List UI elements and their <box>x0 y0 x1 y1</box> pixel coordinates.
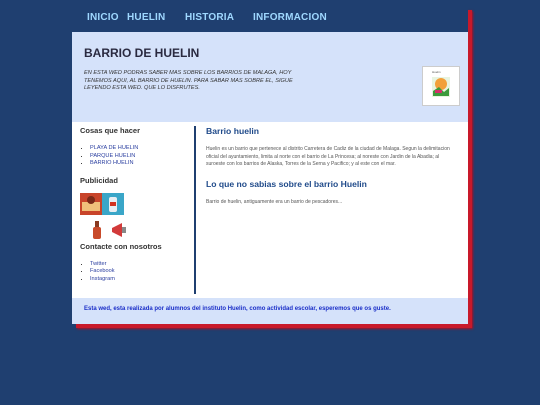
list-item <box>90 160 192 168</box>
things-heading: Cosas que hacer <box>80 126 141 135</box>
link-twitter[interactable]: Twitter <box>90 260 107 267</box>
link-barrio-huelin[interactable]: BARRIO HUELIN <box>90 160 134 166</box>
header <box>72 32 468 122</box>
nav-item-huelin[interactable]: HUELIN <box>127 12 166 23</box>
huelin-logo <box>422 66 460 106</box>
nav-item-historia[interactable]: HISTORIA <box>185 12 235 23</box>
ads-heading: Publicidad <box>80 175 118 185</box>
paragraph-lo-que-no-sabias: Barrio de huelin, antiguamente era un barrio de pescadores... <box>206 198 343 205</box>
ads-block <box>80 193 192 241</box>
ad-image-drink[interactable] <box>102 193 124 215</box>
contact-list <box>80 261 192 284</box>
column-divider <box>194 126 196 294</box>
page-title: BARRIO DE HUELIN <box>84 46 200 60</box>
footer <box>72 298 468 324</box>
contact-heading: Contacte con nosotros <box>80 241 162 251</box>
footer-text: Esta wed, esta realizada por alumnos del instituto Huelin, como actividad escolar, esperemos que os guste. <box>84 306 391 312</box>
sidebar <box>80 126 192 283</box>
things-list <box>80 145 192 168</box>
ad-image-bottle[interactable] <box>86 219 108 241</box>
list-item <box>90 261 192 269</box>
main-area <box>72 122 468 298</box>
intro-text: EN ESTA WED PODRAS SABER MAS SOBRE LOS BARRIOS DE MALAGA, HOY TENEMOS AQUI, AL BARRIO DE HUELIN. PARA SABAR MAS SOBRE EL, SIGUE LEYENDO ESTA WED. QUE LO DISFRUTES. <box>84 70 293 92</box>
list-item <box>90 153 192 161</box>
page-container <box>72 6 468 324</box>
nav-item-informacion[interactable]: INFORMACION <box>253 12 327 23</box>
heading-barrio-huelin: Barrio huelin <box>206 126 260 136</box>
top-nav <box>72 6 468 32</box>
list-item <box>90 145 192 153</box>
ad-image-megaphone[interactable] <box>108 219 130 241</box>
heading-lo-que-no-sabias: Lo que no sabias sobre el barrio Huelin <box>206 178 367 189</box>
link-parque-huelin[interactable]: PARQUE HUELIN <box>90 152 136 159</box>
link-playa-huelin[interactable]: PLAYA DE HUELIN <box>90 145 139 151</box>
paragraph-barrio-huelin: Huelin es un barrio que pertenece al distrito Carretera de Cadiz de la ciudad de Malaga. Segun la delimitacion oficial del ayuntamiento, limita al norte con el barrio de La Princesa; al noreste con Jardin de la Abadia; al suroeste con los barrios de Alaska, Torres de la Serna y Pacifico; y al este con el mar. <box>206 146 450 168</box>
list-item <box>90 276 192 284</box>
logo-caption: Huelin <box>432 70 441 74</box>
link-facebook[interactable]: Facebook <box>90 268 115 274</box>
nav-item-inicio[interactable]: INICIO <box>87 12 119 23</box>
list-item <box>90 268 192 276</box>
ad-image-food[interactable] <box>80 193 102 215</box>
link-instagram[interactable]: Instagram <box>90 275 115 282</box>
huelin-logo-icon <box>423 67 459 105</box>
main-content <box>206 126 458 206</box>
